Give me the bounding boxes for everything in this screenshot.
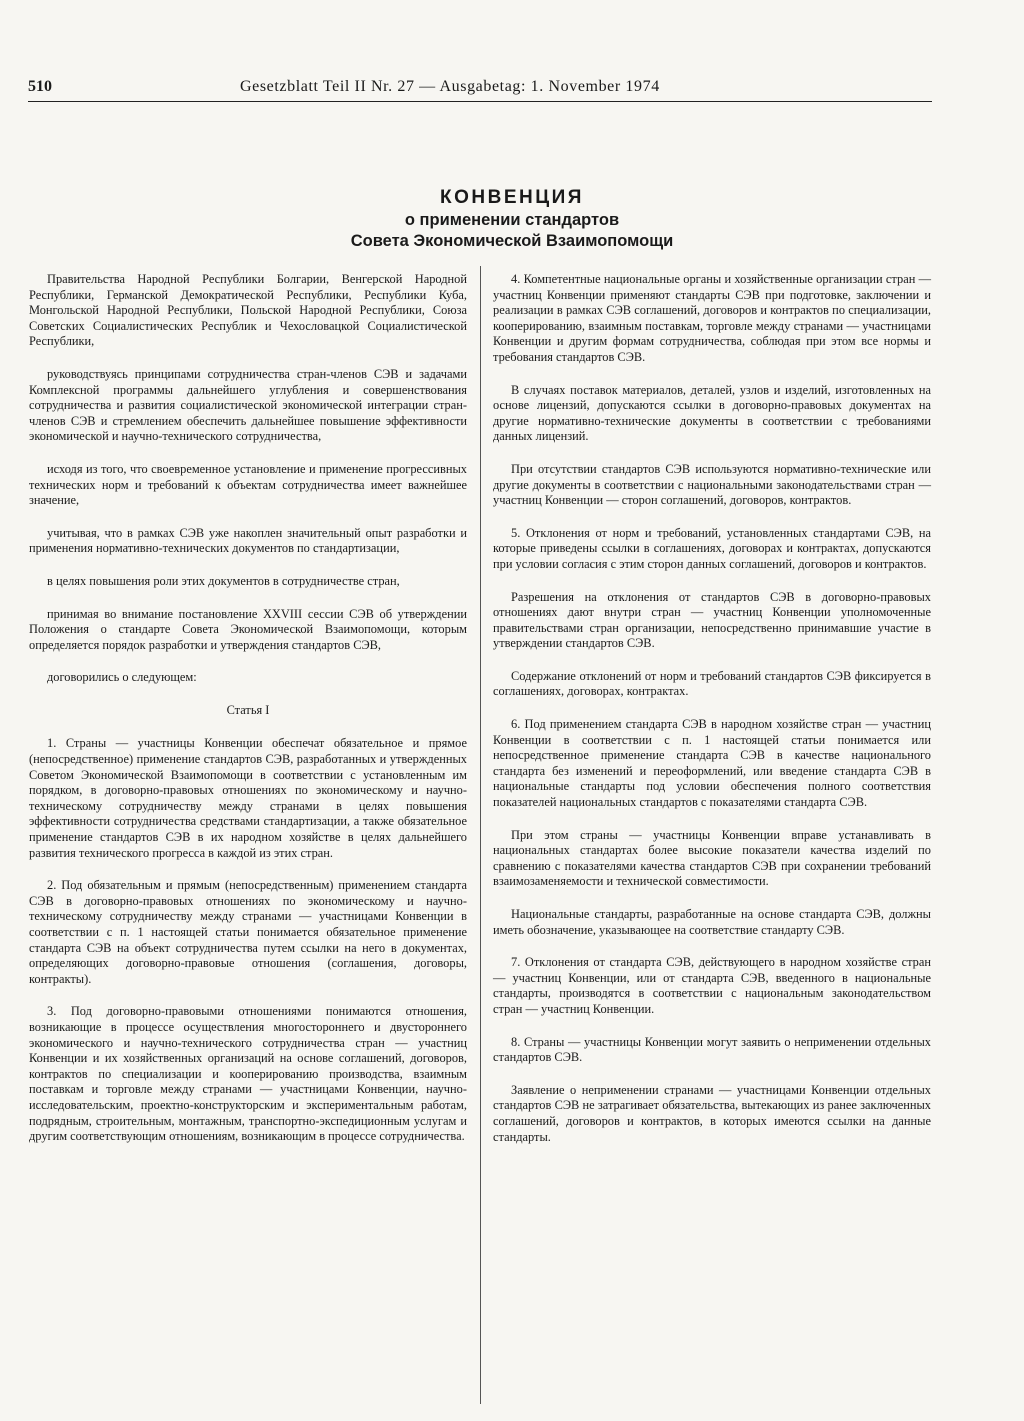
paragraph: Содержание отклонений от норм и требований стандартов СЭВ фиксируется в соглашениях, договорах, контрактах.: [493, 668, 931, 699]
running-head: Gesetzblatt Teil II Nr. 27 — Ausgabetag: 1. November 1974: [240, 78, 660, 95]
paragraph: Правительства Народной Республики Болгарии, Венгерской Народной Республики, Германской Демократической Республики, Республики Куба, Монгольской Народной Республики, Польской Народной Республики, Союза Советских Социалистических Республик и Чехословацкой Социалистической Республики,: [29, 272, 467, 349]
right-column: [493, 272, 931, 1162]
article-heading: Статья I: [226, 702, 270, 717]
document-title: КОНВЕНЦИЯ: [440, 187, 584, 208]
paragraph: Национальные стандарты, разработанные на основе стандарта СЭВ, должны иметь обозначение, указывающее на соответствие стандарту СЭВ.: [493, 907, 931, 937]
paragraph: Разрешения на отклонения от стандартов СЭВ в договорно-правовых отношениях дают внутри стран — участниц Конвенции уполномоченные правительствами стран организации, непосредственно принимавшие участие в утверждении стандартов СЭВ.: [493, 589, 931, 651]
paragraph: 8. Страны — участницы Конвенции могут заявить о неприменении отдельных стандартов СЭВ.: [493, 1034, 931, 1065]
document-subtitle: о применении стандартов: [404, 211, 620, 229]
paragraph: При этом страны — участницы Конвенции вправе устанавливать в национальных стандартах более высокие показатели качества изделий по сравнению с показателями качества стандартов СЭВ при сохранении требований взаимозаменяемости и технической совместимости.: [493, 827, 931, 889]
paragraph: учитывая, что в рамках СЭВ уже накоплен значительный опыт разработки и применения нормативно-технических документов по стандартизации,: [29, 525, 467, 556]
paragraph: руководствуясь принципами сотрудничества стран-членов СЭВ и задачами Комплексной программы дальнейшего углубления и совершенствования сотрудничества и развития социалистической экономической интеграции стран-членов СЭВ и стремлением обеспечить дальнейшее повышение эффективности экономической и научно-технического сотрудничества,: [29, 366, 467, 444]
paragraph: 4. Компетентные национальные органы и хозяйственные организации стран — участниц Конвенции применяют стандарты СЭВ при подготовке, заключении и реализации в рамках СЭВ соглашений, договоров и контрактов по специализации, кооперированию, взаимным поставкам, торговле между странами — участницами Конвенции и другим формам сотрудничества, соблюдая при этом все нормы и требования стандартов СЭВ.: [493, 272, 931, 364]
paragraph: принимая во внимание постановление XXVIII сессии СЭВ об утверждении Положения о стандарте Совета Экономической Взаимопомощи, которым определяется порядок разработки и утверждения стандартов СЭВ,: [29, 606, 467, 652]
paragraph: В случаях поставок материалов, деталей, узлов и изделий, изготовленных на основе лицензий, допускаются ссылки в договорно-правовых документах на другие нормативно-технические документы в соответствии с требованиями данных лицензий.: [493, 382, 931, 444]
paragraph: в целях повышения роли этих документов в сотрудничестве стран,: [47, 573, 400, 588]
paragraph: 5. Отклонения от норм и требований, установленных стандартами СЭВ, на которые приведены ссылки в соглашениях, договорах и контрактах, допускаются при условии согласия с этим сторон данных соглашений, договоров и контрактов.: [493, 525, 931, 571]
page-header: [28, 78, 932, 102]
paragraph: договорились о следующем:: [47, 670, 197, 685]
left-column: [29, 272, 467, 1162]
paragraph: 3. Под договорно-правовыми отношениями понимаются отношения, возникающие в процессе осуществления многостороннего и двустороннего экономического и научно-технического сотрудничества стран — участниц Конвенции и их хозяйственных организаций на основе соглашений, договоров, контрактов по специализации и кооперированию производства, взаимным поставкам и торговле между странами — участницами Конвенции, научно-исследовательским, проектно-конструкторским и экспериментальным работам, подрядным, строительным, монтажным, транспортно-экспедиционным услугам и другим соответствующим отношениям, возникающим в процессе сотрудничества.: [29, 1004, 467, 1144]
paragraph: исходя из того, что своевременное установление и применение прогрессивных технических норм и требований к объектам сотрудничества имеет важнейшее значение,: [29, 461, 467, 508]
document-subtitle-2: Совета Экономической Взаимопомощи: [350, 232, 674, 250]
column-divider: [480, 266, 481, 1404]
paragraph: Заявление о неприменении странами — участницами Конвенции отдельных стандартов СЭВ не затрагивает обязательства, вытекающих из ранее заключенных соглашений, договоров и контрактов, в которых имеются ссылки на данные стандарты.: [493, 1082, 931, 1144]
paragraph: 7. Отклонения от стандарта СЭВ, действующего в народном хозяйстве стран — участниц Конвенции, или от стандарта СЭВ, введенного в национальные стандарты, производятся в соответствии с национальным законодательством стран — участниц Конвенции.: [493, 955, 931, 1016]
paragraph: 6. Под применением стандарта СЭВ в народном хозяйстве стран — участниц Конвенции в соответствии с п. 1 настоящей статьи понимается или непосредственное применение стандарта СЭВ в качестве национального стандарта без изменений и переоформлений, или введение стандарта СЭВ в национальные стандарты под условии обеспечения полного соответствия показателей национальных стандартов с показателями стандарта СЭВ.: [493, 717, 931, 810]
paragraph: При отсутствии стандартов СЭВ используются нормативно-технические или другие документы в соответствии с национальными законодательствами стран — участниц Конвенции — сторон соглашений, договоров, контрактов.: [493, 461, 931, 508]
paragraph: 2. Под обязательным и прямым (непосредственным) применением стандарта СЭВ в договорно-правовых отношениях по экономическому и научно-техническому сотрудничеству между странами — участницами Конвенции в соответствии с п. 1 настоящей статьи понимается обязательное применение стандарта СЭВ на объект сотрудничества путем ссылки на него в документах, определяющих договорно-правовые отношения (соглашения, договоры, контракты).: [29, 878, 467, 986]
title-block: [0, 186, 1024, 252]
page-number: 510: [28, 78, 52, 95]
paragraph: 1. Страны — участницы Конвенции обеспечат обязательное и прямое (непосредственное) применение стандартов СЭВ, разработанных и утвержденных Советом Экономической Взаимопомощи в соответствии с установленным им порядком, в договорно-правовых отношениях по экономическому и научно-техническому сотрудничеству между странами в целях повышения эффективности сотрудничества средствами стандартизации, а также обязательное применение стандартов СЭВ в их народном хозяйстве в целях дальнейшего развития технического прогресса в каждой из этих стран.: [29, 736, 467, 860]
